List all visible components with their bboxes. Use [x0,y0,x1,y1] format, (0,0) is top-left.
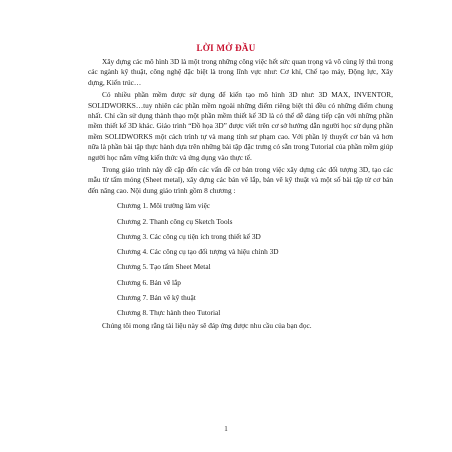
closing-paragraph: Chúng tôi mong rằng tài liệu này sẽ đáp ứng được nhu cầu của bạn đọc. [102,320,312,330]
chapter-item: Chương 6. Bản vẽ lắp [117,277,181,287]
chapter-item: Chương 1. Môi trường làm việc [117,201,211,211]
chapter-item: Chương 7. Bản vẽ kỹ thuật [117,293,196,303]
chapter-item: Chương 8. Thực hành theo Tutorial [117,308,221,318]
paragraph-software: Có nhiều phần mềm được sử dụng để kiến tạo mô hình 3D như: 3D MAX, INVENTOR, SOLIDWORKS…tuy nhiên các phần mềm ngoài những điểm riêng biệt thì đều có những điểm chung nhất. Chỉ cần sử dụng thành thạo một phần mềm thiết kế 3D là có thể dễ dàng tiếp cận với những phần mềm thiết kế 3D khác. Giáo trình “Đồ họa 3D” được viết trên cơ sở hướng dẫn người học sử dụng phần mềm SOLIDWORKS một cách trình tự và mang tính sư phạm cao. Với phần lý thuyết cơ bản và hơn nữa là phần bài tập thực hành dựa trên những bài tập đặc trưng có sẵn trong Tutorial của phần mềm giúp người học nắm vững kiến thức và ứng dụng vào thực tế. [88,90,393,162]
chapter-item: Chương 2. Thanh công cụ Sketch Tools [117,216,233,226]
paragraph-intro: Xây dựng các mô hình 3D là một trong những công việc hết sức quan trọng và vô cùng lý thú trong các ngành kỹ thuật, công nghệ đặc biệt là trong lĩnh vực như: Cơ khí, Chế tạo máy, Động lực, Xây dựng, Kiến trúc… [88,57,393,87]
page-number: 1 [224,425,228,433]
page-title: LỜI MỞ ĐẦU [196,43,256,53]
chapter-item: Chương 5. Tạo tấm Sheet Metal [117,262,211,272]
chapter-item: Chương 3. Các công cụ tiện ích trong thiết kế 3D [117,231,261,241]
chapter-item: Chương 4. Các công cụ tạo đối tượng và hiệu chỉnh 3D [117,247,279,257]
document-body [88,57,393,333]
chapter-list [88,198,393,320]
paragraph-contents: Trong giáo trình này đề cập đến các vấn đề cơ bản trong việc xây dựng các đối tượng 3D, tạo các mẫu từ tấm mỏng (Sheet metal), xây dựng các bản vẽ lắp, bản vẽ kỹ thuật và một số bài tập từ cơ bản đến nâng cao. Nội dung giáo trình gồm 8 chương : [88,165,393,195]
